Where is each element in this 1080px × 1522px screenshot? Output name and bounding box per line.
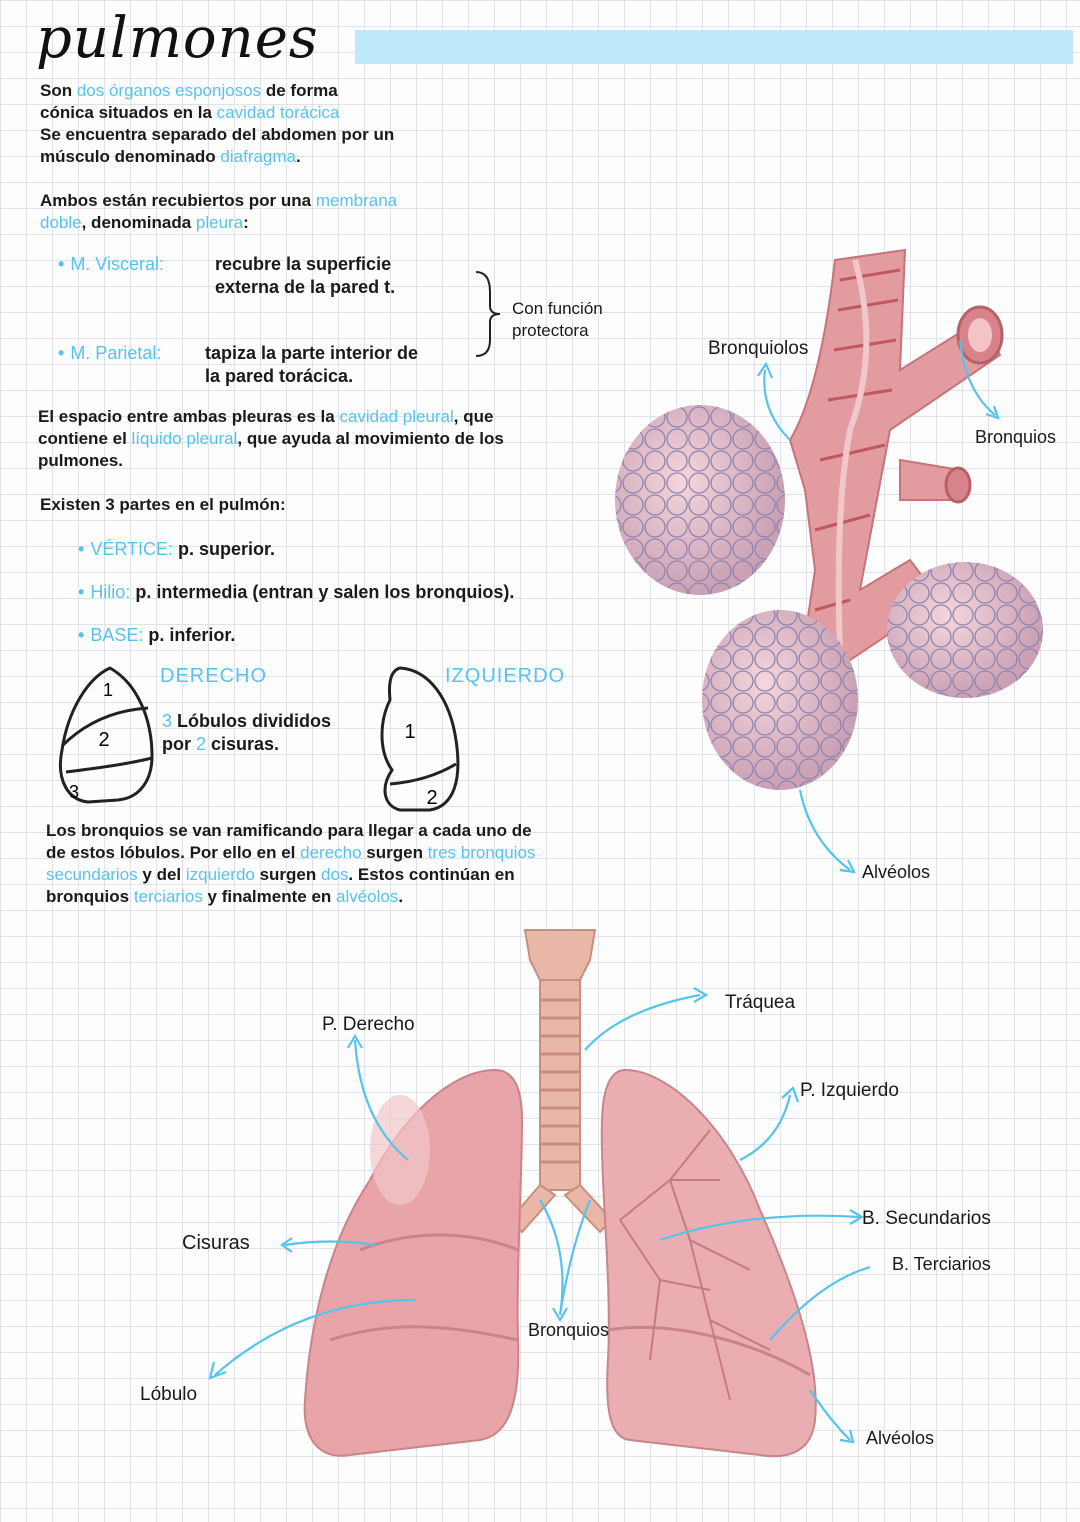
- part-base: • BASE: p. inferior.: [78, 625, 236, 645]
- left-lung-sketch: [370, 660, 470, 820]
- label-b-secundarios: B. Secundarios: [862, 1208, 991, 1229]
- label-traquea: Tráquea: [725, 992, 796, 1013]
- label-bronquiolos: Bronquiolos: [708, 338, 809, 359]
- label-alveolos-top: Alvéolos: [862, 862, 931, 882]
- label-p-izquierdo: P. Izquierdo: [800, 1080, 899, 1101]
- parietal-key: • M. Parietal:: [58, 343, 162, 363]
- right-lung: [305, 1070, 522, 1456]
- visceral-key: • M. Visceral:: [58, 254, 165, 274]
- label-lobulo: Lóbulo: [140, 1384, 198, 1405]
- title-highlight-bar: [355, 30, 1073, 64]
- parietal-desc: tapiza la parte interior de la pared torácica.: [205, 343, 419, 386]
- visceral-desc: recubre la superficie externa de la pared t.: [215, 254, 396, 297]
- label-p-derecho: P. Derecho: [322, 1014, 415, 1035]
- right-lobe-number-2: 2: [98, 729, 110, 751]
- label-cisuras: Cisuras: [182, 1232, 250, 1254]
- left-lobe-number-2: 2: [426, 787, 438, 809]
- function-note: Con función protectora: [512, 299, 603, 340]
- label-alveolos-bottom: Alvéolos: [866, 1428, 935, 1448]
- page-title: pulmones: [36, 6, 319, 71]
- right-lobe-number-3: 3: [68, 782, 80, 802]
- label-b-terciarios: B. Terciarios: [892, 1254, 991, 1274]
- label-bronquios-bottom: Bronquios: [528, 1320, 610, 1340]
- intro-paragraph: Son dos órganos esponjosos de forma cónica situados en la cavidad torácica Se encuentra separado del abdomen por un músculo denominado diafragma.: [40, 81, 395, 166]
- right-lung-title: DERECHO: [160, 665, 268, 687]
- bronchiole-illustration: [600, 230, 1080, 910]
- left-lung: [602, 1070, 816, 1456]
- right-lobe-number-1: 1: [102, 680, 114, 700]
- part-hilio: • Hilio: p. intermedia (entran y salen los bronquios).: [78, 582, 515, 602]
- trachea: [510, 930, 612, 1232]
- parts-heading: Existen 3 partes en el pulmón:: [40, 495, 286, 514]
- right-lung-sketch: [48, 660, 158, 810]
- pleura-paragraph: Ambos están recubiertos por una membrana doble, denominada pleura:: [40, 191, 398, 232]
- left-lung-title: IZQUIERDO: [445, 665, 566, 687]
- function-brace: [470, 268, 510, 360]
- part-vertice: • VÉRTICE: p. superior.: [78, 539, 276, 559]
- branching-paragraph: Los bronquios se van ramificando para llegar a cada uno de de estos lóbulos. Por ello en el derecho surgen tres bronquios secundarios y del izquierdo surgen dos. Estos continúan en bronquios terciarios y finalmente en alvéolos.: [46, 821, 536, 906]
- left-lobe-number-1: 1: [404, 721, 416, 743]
- cavity-paragraph: El espacio entre ambas pleuras es la cavidad pleural, que contiene el líquido pleural, que ayuda al movimiento de los pulmones.: [38, 407, 504, 470]
- label-bronquios-top: Bronquios: [975, 427, 1057, 447]
- right-lung-desc: 3 Lóbulos divididos por 2 cisuras.: [162, 711, 332, 754]
